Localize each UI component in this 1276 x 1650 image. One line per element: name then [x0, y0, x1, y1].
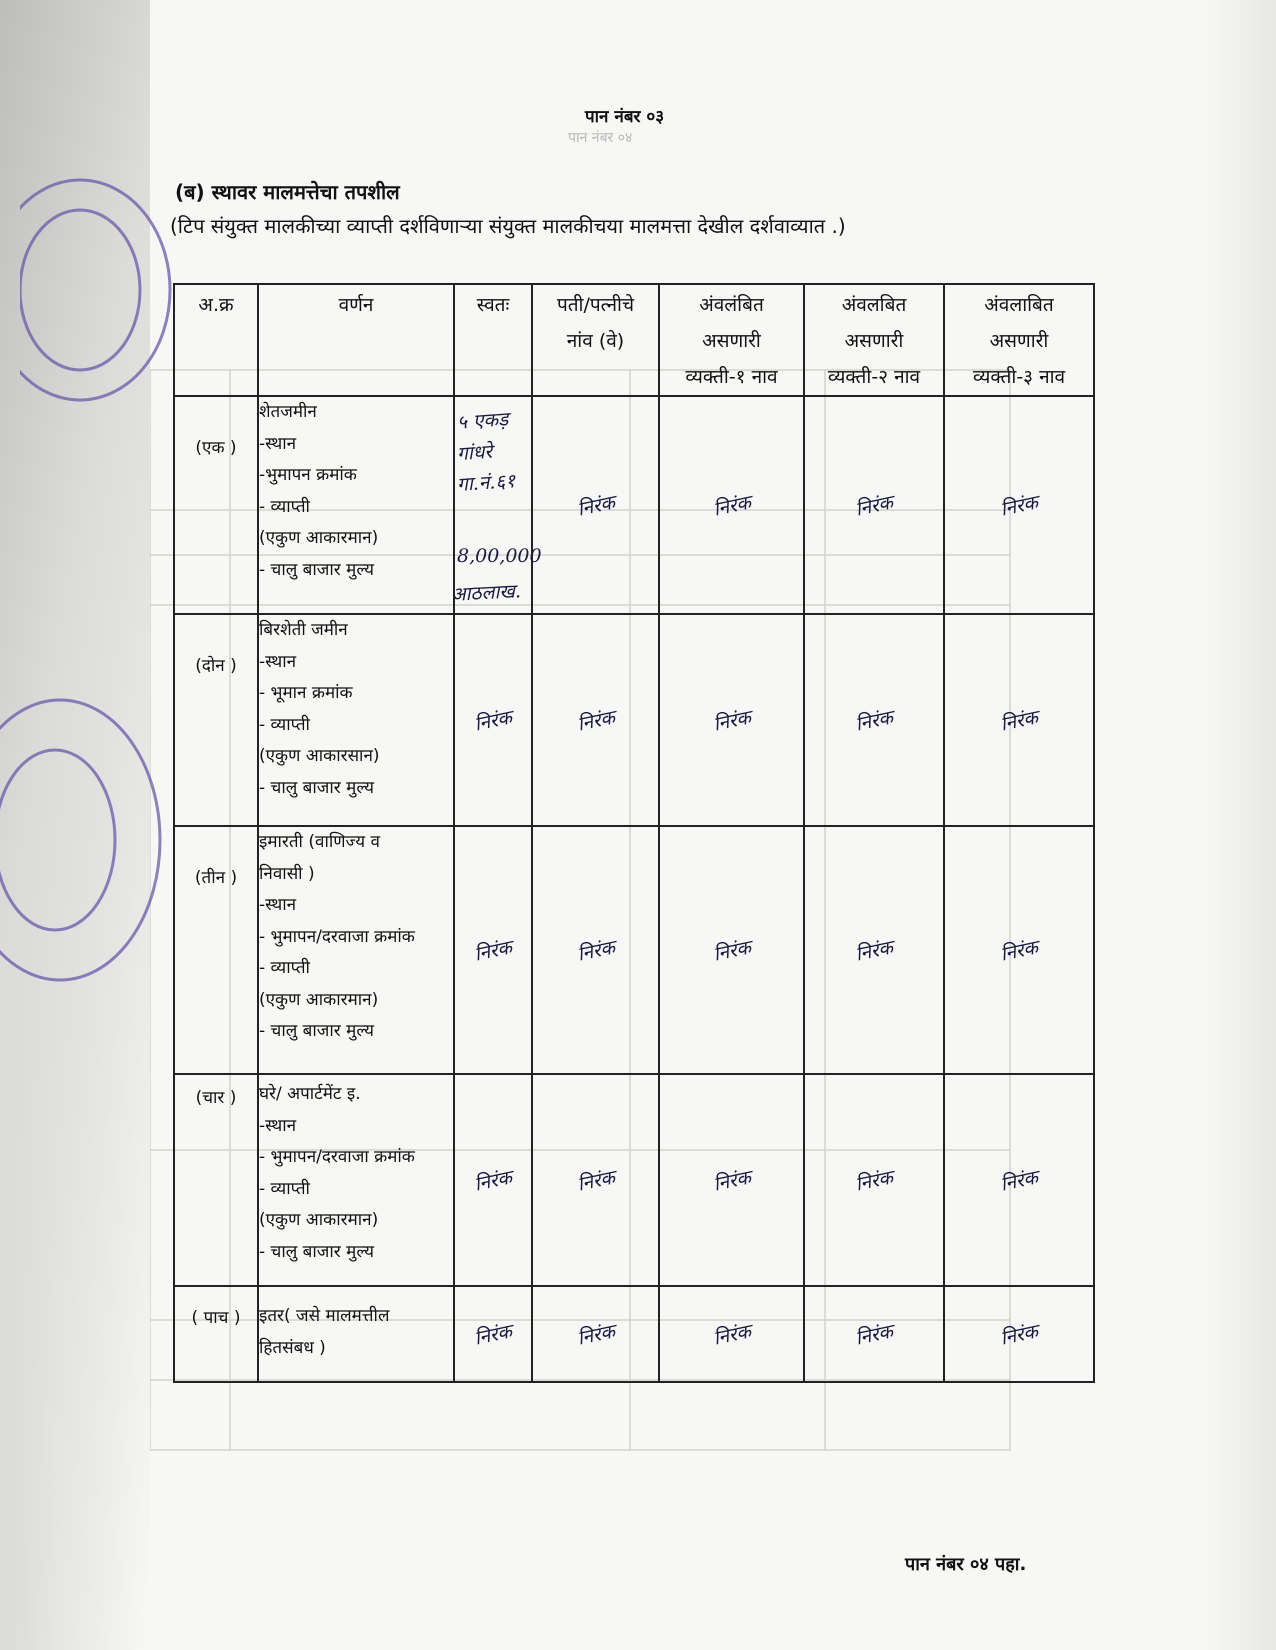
nil-signature: निरंक [574, 1166, 617, 1196]
row-description: इतर( जसे मालमत्तील हितसंबध ) [258, 1286, 454, 1382]
header-dependent-2: अंवलबित असणारी व्यक्ती-२ नाव [804, 284, 944, 396]
nil-signature: निरंक [574, 706, 617, 736]
dependent-2-cell [804, 396, 944, 614]
header-description: वर्णन [258, 284, 454, 396]
handwritten-value-words: आठलाख. [450, 580, 522, 606]
dependent-1-cell [659, 396, 804, 614]
next-page-note: पान नंबर ०४ पहा. [905, 1554, 1027, 1575]
row-number: ( पाच ) [174, 1286, 258, 1382]
row-number: (चार ) [174, 1074, 258, 1286]
nil-signature: निरंक [710, 936, 753, 966]
dependent-1-cell [659, 1074, 804, 1286]
dependent-2-cell [804, 1286, 944, 1382]
table-row [174, 826, 1094, 1074]
table-row [174, 1074, 1094, 1286]
self-cell [454, 826, 532, 1074]
nil-signature: निरंक [710, 491, 753, 521]
dependent-3-cell [944, 396, 1094, 614]
page-number-ghost: पान नंबर ०४ [568, 130, 633, 146]
dependent-3-cell [944, 614, 1094, 826]
header-serial: अ.क्र [174, 284, 258, 396]
header-spouse: पती/पत्नीचे नांव (वे) [532, 284, 659, 396]
nil-signature: निरंक [998, 491, 1041, 521]
nil-signature: निरंक [998, 1166, 1041, 1196]
dependent-1-cell [659, 826, 804, 1074]
nil-signature: निरंक [853, 1166, 896, 1196]
spouse-cell [532, 1286, 659, 1382]
section-note: (टिप संयुक्त मालकीच्या व्याप्ती दर्शविणाऱ्या संयुक्त मालकीचया मालमत्ता देखील दर्शवाव्यात .) [170, 214, 846, 238]
handwritten-value-figures: 8,00,000 [457, 545, 542, 567]
dependent-3-cell [944, 826, 1094, 1074]
handwritten-village: गांधरे [456, 440, 493, 466]
section-heading: (ब) स्थावर मालमत्तेचा तपशील [175, 180, 400, 204]
nil-signature: निरंक [853, 936, 896, 966]
row-description: बिरशेती जमीन -स्थान - भूमान क्रमांक - व्याप्ती (एकुण आकारसान) - चालु बाजार मुल्य [258, 614, 454, 826]
header-dependent-1: अंवलंबित असणारी व्यक्ती-१ नाव [659, 284, 804, 396]
header-dependent-3: अंवलाबित असणारी व्यक्ती-३ नाव [944, 284, 1094, 396]
table-row [174, 396, 1094, 614]
nil-signature: निरंक [710, 706, 753, 736]
dependent-2-cell [804, 614, 944, 826]
table-row [174, 614, 1094, 826]
dependent-1-cell [659, 1286, 804, 1382]
dependent-3-cell [944, 1074, 1094, 1286]
nil-signature: निरंक [998, 936, 1041, 966]
self-cell [450, 396, 542, 614]
nil-signature: निरंक [472, 706, 515, 736]
spouse-cell [532, 396, 659, 614]
table-row [174, 1286, 1094, 1382]
row-description: घरे/ अपार्टमेंट इ. -स्थान - भुमापन/दरवाजा क्रमांक - व्याप्ती (एकुण आकारमान) - चालु बाजार मुल्य [258, 1074, 454, 1286]
nil-signature: निरंक [472, 1320, 515, 1350]
immovable-assets-table [173, 283, 1095, 1383]
spouse-cell [532, 826, 659, 1074]
nil-signature: निरंक [574, 491, 617, 521]
nil-signature: निरंक [472, 1166, 515, 1196]
page-number: पान नंबर ०३ [585, 107, 665, 127]
handwritten-survey-number: गा.नं.६१ [456, 470, 516, 496]
row-number: (एक ) [174, 396, 258, 614]
nil-signature: निरंक [853, 706, 896, 736]
nil-signature: निरंक [710, 1320, 753, 1350]
row-number: (तीन ) [174, 826, 258, 1074]
spouse-cell [532, 1074, 659, 1286]
row-description: इमारती (वाणिज्य व निवासी ) -स्थान - भुमापन/दरवाजा क्रमांक - व्याप्ती (एकुण आकारमान) - चालु बाजार मुल्य [258, 826, 454, 1074]
nil-signature: निरंक [853, 1320, 896, 1350]
self-cell [454, 1074, 532, 1286]
spouse-cell [532, 614, 659, 826]
dependent-2-cell [804, 826, 944, 1074]
dependent-2-cell [804, 1074, 944, 1286]
nil-signature: निरंक [472, 936, 515, 966]
handwritten-area: ५ एकड़ [456, 408, 509, 434]
dependent-1-cell [659, 614, 804, 826]
nil-signature: निरंक [998, 706, 1041, 736]
dependent-3-cell [944, 1286, 1094, 1382]
nil-signature: निरंक [998, 1320, 1041, 1350]
table-header-row [174, 284, 1094, 396]
row-number: (दोन ) [174, 614, 258, 826]
self-cell [454, 1286, 532, 1382]
notary-stamp-bottom [0, 690, 200, 990]
nil-signature: निरंक [574, 1320, 617, 1350]
nil-signature: निरंक [853, 491, 896, 521]
header-self: स्वतः [454, 284, 532, 396]
row-description: शेतजमीन -स्थान -भुमापन क्रमांक - व्याप्ती (एकुण आकारमान) - चालु बाजार मुल्य [258, 396, 454, 614]
self-cell [454, 614, 532, 826]
nil-signature: निरंक [574, 936, 617, 966]
nil-signature: निरंक [710, 1166, 753, 1196]
